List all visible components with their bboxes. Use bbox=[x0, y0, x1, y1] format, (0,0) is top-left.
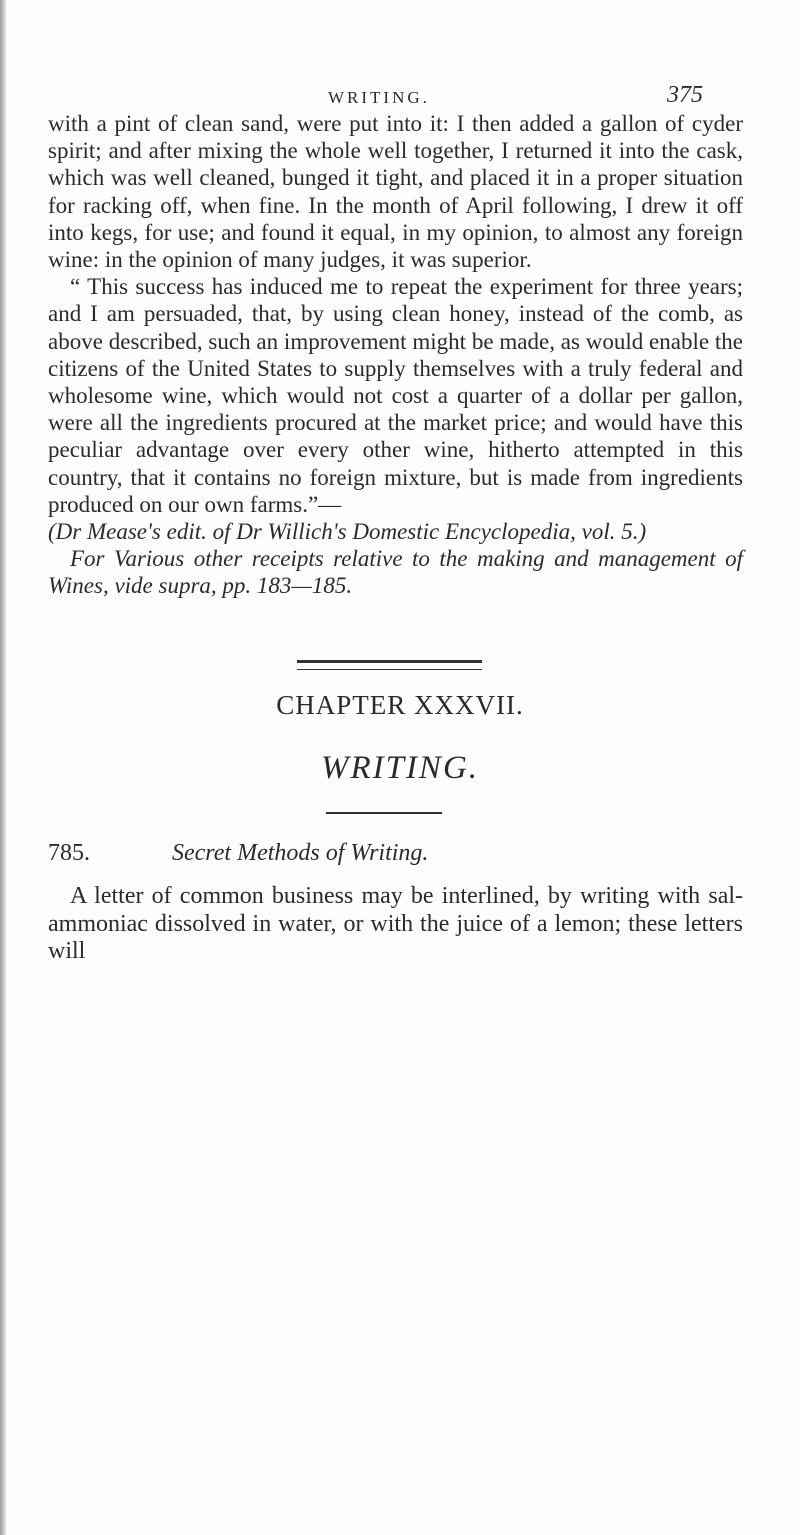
paragraph: with a pint of clean sand, were put into it: I then added a gallon of cyder spirit; and after mixing the whole well together, I returned it into the cask, which was well cleaned, bunged it tight, and placed it in a proper situation for racking off, when fine. In the month of April following, I drew it off into kegs, for use; and found it equal, in my opinion, to almost any foreign wine: in the opinion of many judges, it was superior. bbox=[48, 111, 743, 273]
double-rule-divider bbox=[297, 660, 482, 670]
section-text bbox=[48, 883, 743, 966]
section-number: 785. bbox=[48, 840, 90, 866]
section-title: Secret Methods of Writing. bbox=[172, 840, 429, 866]
page-number: 375 bbox=[667, 82, 703, 108]
paragraph: A letter of common business may be interlined, by writing with sal-ammoniac dissolved in water, or with the juice of a lemon; these letters will bbox=[48, 883, 743, 964]
running-head-title: WRITING. bbox=[328, 88, 430, 107]
paragraph: “ This success has induced me to repeat the experiment for three years; and I am persuaded, that, by using clean honey, instead of the comb, as above described, such an improvement might be made, as would enable the citizens of the United States to supply themselves with a truly federal and wholesome wine, which would not cost a quarter of a dollar per gallon, were all the ingredients procured at the market price; and would have this peculiar advantage over every other wine, hitherto attempted in this country, that it contains no foreign mixture, but is made from ingredients produced on our own farms.”— bbox=[48, 274, 743, 517]
cross-reference: For Various other receipts relative to the making and management of Wines, vide supra, pp. 183—185. bbox=[48, 546, 743, 599]
citation: (Dr Mease's edit. of Dr Willich's Domestic Encyclopedia, vol. 5.) bbox=[48, 519, 647, 545]
chapter-title: WRITING. bbox=[320, 750, 480, 786]
chapter-heading: CHAPTER XXXVII. bbox=[276, 690, 524, 720]
rule-divider bbox=[326, 812, 442, 814]
body-text bbox=[48, 110, 743, 600]
